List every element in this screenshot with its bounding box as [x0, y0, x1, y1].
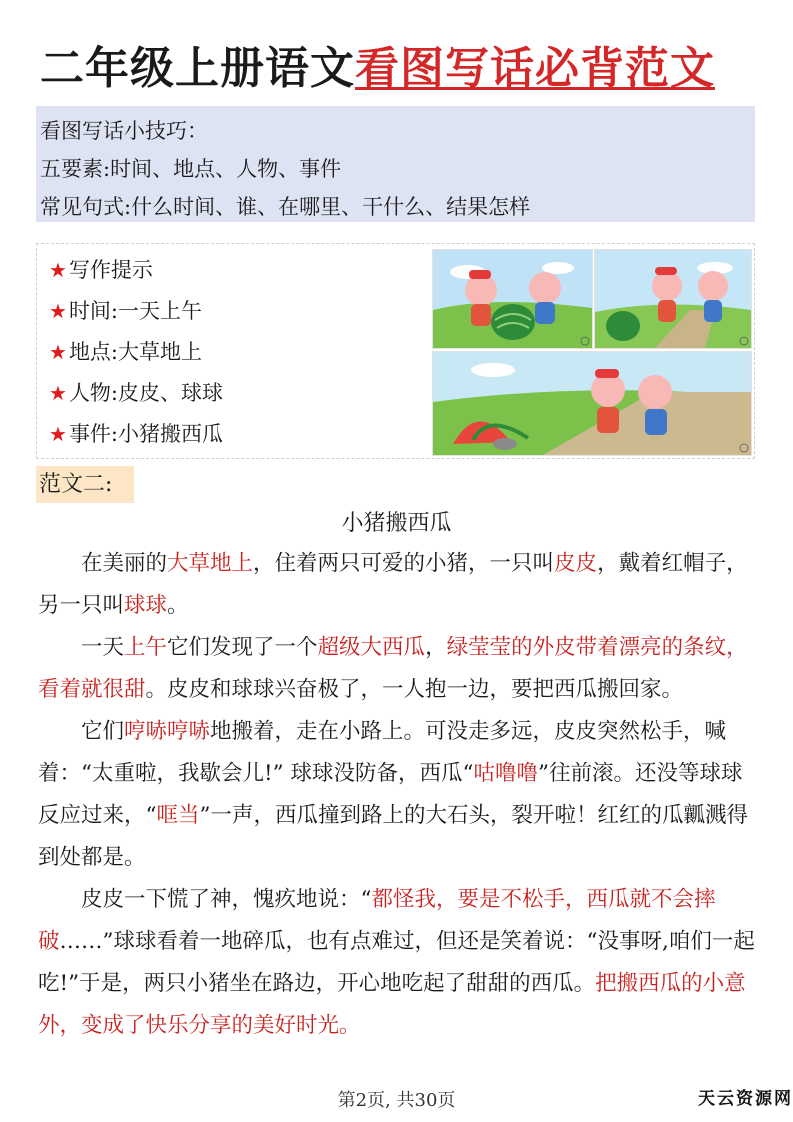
star-icon: ★	[49, 381, 67, 405]
essay-text: ……”球球看着一地碎瓜，也有点难过，但还是笑着说：“没事呀,咱们一起吃!”于是，两只小猪坐在路边，开心地吃起了甜甜的西瓜。	[38, 929, 755, 996]
page-title	[40, 38, 715, 100]
illustration-panel-2	[594, 249, 752, 349]
hint-text: 写作提示	[68, 258, 153, 282]
highlighted-text: 球球	[124, 593, 168, 618]
highlighted-text: 咕噜噜	[473, 761, 538, 786]
highlighted-text: 把搬西瓜的小意外，变成了快乐分享的美好时光。	[38, 971, 746, 1038]
highlighted-text: 上午	[124, 635, 168, 660]
hint-text: 时间:一天上午	[68, 299, 203, 323]
hint-text: 人物:皮皮、球球	[68, 381, 224, 405]
tips-heading: 看图写话小技巧：	[40, 119, 208, 143]
tips-line-elements: 五要素:时间、地点、人物、事件	[40, 157, 342, 181]
watermark-brand: 天云资源网	[698, 1089, 793, 1109]
essay-text: 皮皮一下慌了神，愧疚地说：“	[81, 887, 372, 912]
essay-paragraph	[38, 627, 760, 711]
star-icon: ★	[49, 299, 67, 323]
highlighted-text: 绿莹莹的外皮带着漂亮的条纹，看着就很甜	[38, 635, 748, 702]
essay-text: 地搬着，走在小路上。可没走多远，皮皮突然松手，喊着：“太重啦，我歇会儿!” 球球没防备，西瓜“	[38, 719, 727, 786]
writing-hints-card	[36, 243, 755, 459]
highlighted-text: 哐当	[156, 803, 200, 828]
essay-text: ”一声，西瓜撞到路上的大石头，裂开啦！红红的瓜瓤溅得到处都是。	[38, 803, 749, 870]
hint-text: 地点:大草地上	[68, 340, 203, 364]
highlighted-text: 超级大西瓜	[317, 635, 426, 660]
hint-item	[49, 291, 223, 332]
illustration	[432, 249, 750, 454]
hint-item	[49, 250, 223, 291]
essay-text: ，住着两只可爱的小猪，一只叫	[253, 551, 555, 576]
essay-text: 在美丽的	[81, 551, 168, 576]
highlighted-text: 都怪我，要是不松手，西瓜就不会摔破	[38, 887, 716, 954]
tips-line-patterns: 常见句式:什么时间、谁、在哪里、干什么、结果怎样	[40, 195, 531, 219]
highlighted-text: 大草地上	[167, 551, 254, 576]
essay-text: 一天	[81, 635, 125, 660]
illustration-panel-1	[432, 249, 593, 349]
star-icon: ★	[49, 340, 67, 364]
tips-box	[36, 106, 755, 222]
page-number: 第2页, 共30页	[337, 1090, 456, 1111]
star-icon: ★	[49, 422, 67, 446]
essay-body	[38, 543, 760, 1047]
title-highlight: 看图写话必背范文	[355, 43, 715, 94]
title-main: 二年级上册语文	[40, 43, 355, 94]
essay-text: ，	[425, 635, 447, 660]
hint-item	[49, 414, 223, 455]
essay-text: ，戴着红帽子，另一只叫	[38, 551, 748, 618]
essay-text: 。	[167, 593, 189, 618]
essay-text: 它们	[81, 719, 125, 744]
illustration-panel-3	[432, 351, 752, 456]
star-icon: ★	[49, 258, 67, 282]
essay-paragraph	[38, 543, 760, 627]
essay-text: 它们发现了一个	[167, 635, 318, 660]
essay-paragraph	[38, 711, 760, 879]
essay-text: 。皮皮和球球兴奋极了，一人抱一边，要把西瓜搬回家。	[145, 677, 684, 702]
sample-label: 范文二:	[36, 466, 134, 503]
highlighted-text: 皮皮	[554, 551, 598, 576]
highlighted-text: 哼哧哼哧	[124, 719, 211, 744]
essay-title: 小猪搬西瓜	[341, 511, 452, 536]
hint-text: 事件:小猪搬西瓜	[68, 422, 224, 446]
hint-list	[49, 250, 223, 455]
hint-item	[49, 332, 223, 373]
hint-item	[49, 373, 223, 414]
essay-text: ”往前滚。还没等球球反应过来，“	[38, 761, 743, 828]
essay-paragraph	[38, 879, 760, 1047]
